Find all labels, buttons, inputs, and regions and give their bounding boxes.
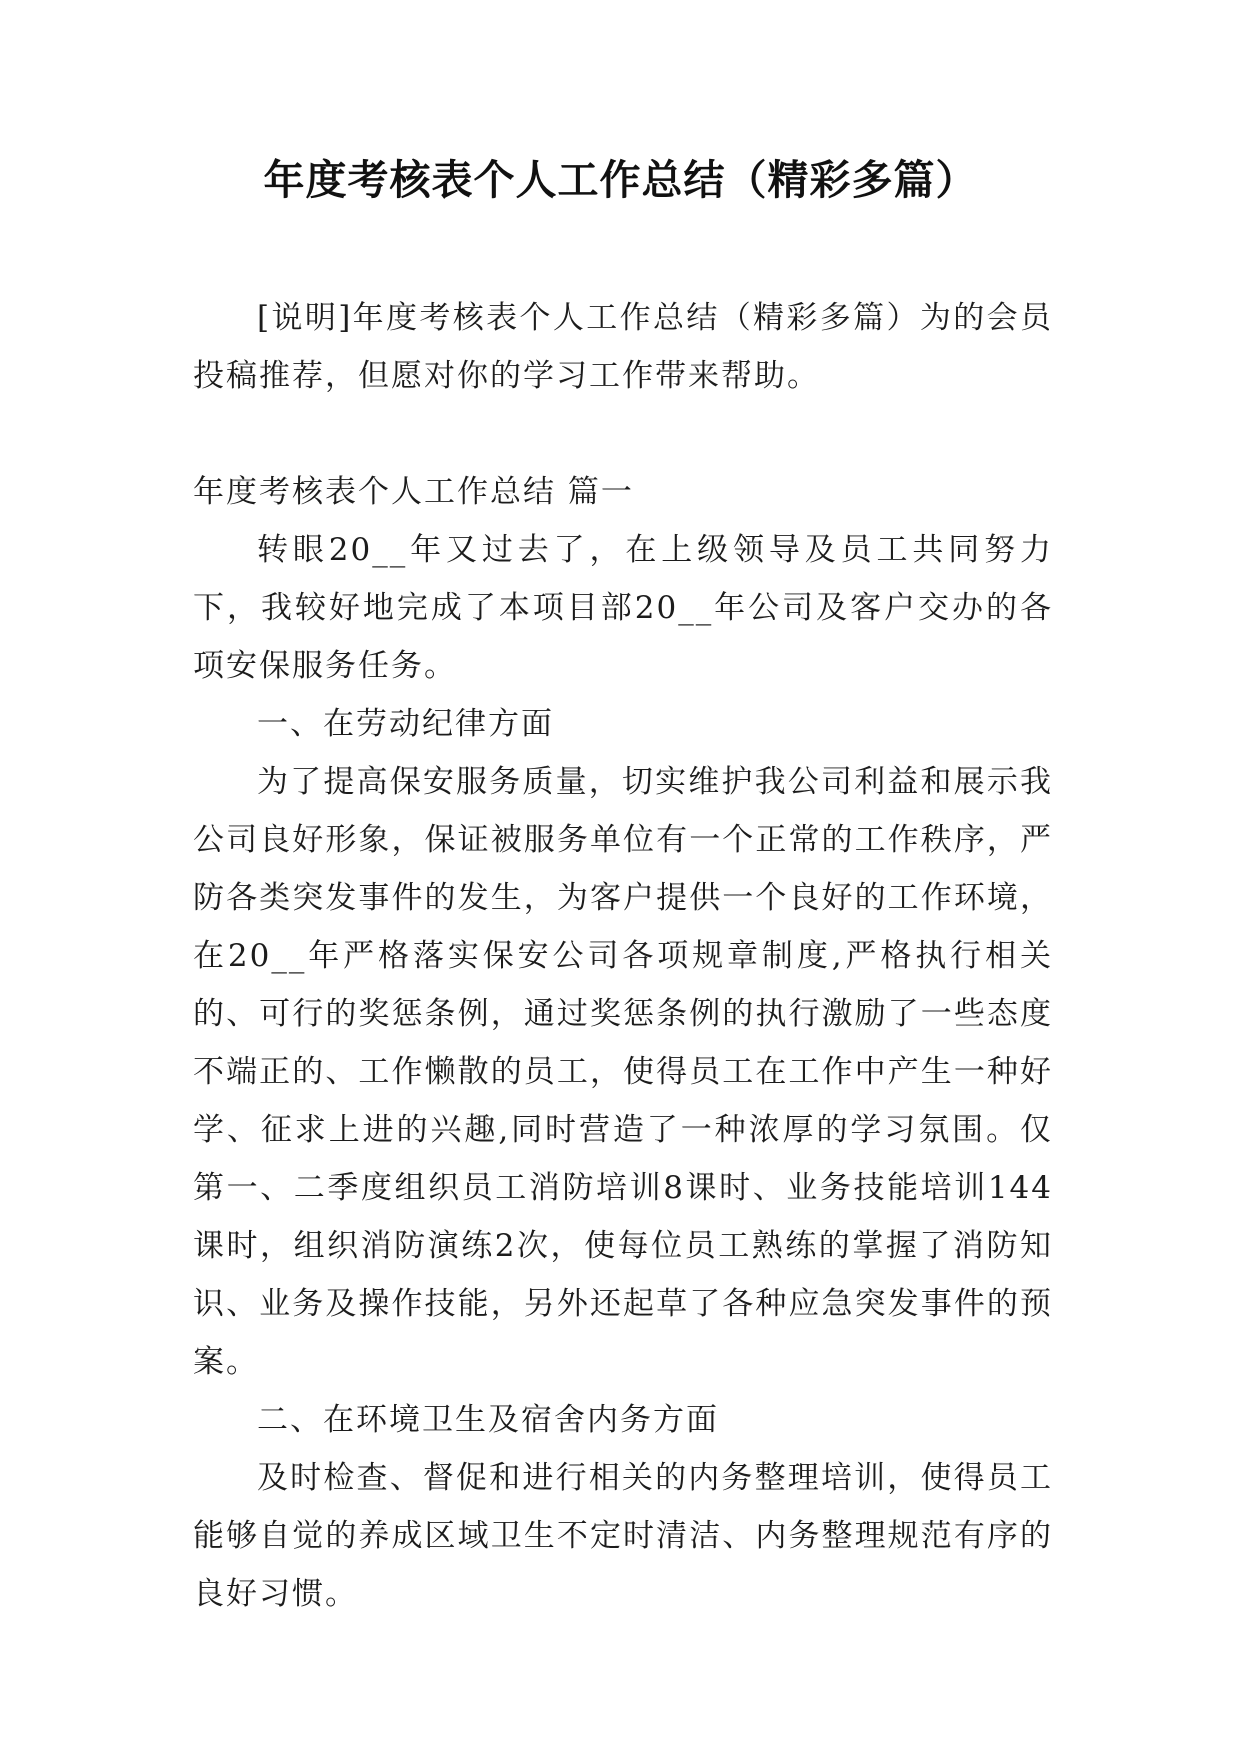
article-body (193, 463, 1053, 1623)
document-title: 年度考核表个人工作总结（精彩多篇） (263, 156, 978, 204)
paragraph-environment-hygiene: 及时检查、督促和进行相关的内务整理培训，使得员工能够自觉的养成区域卫生不定时清洁、内务整理规范有序的良好习惯。 (193, 1460, 1053, 1612)
section-title: 年度考核表个人工作总结 篇一 (193, 474, 634, 510)
heading-environment-hygiene: 二、在环境卫生及宿舍内务方面 (257, 1402, 719, 1438)
intro-block (193, 289, 1053, 405)
paragraph-labor-discipline: 为了提高保安服务质量，切实维护我公司利益和展示我公司良好形象，保证被服务单位有一个正常的工作秩序，严防各类突发事件的发生，为客户提供一个良好的工作环境，在20__年严格落实保安公司各项规章制度,严格执行相关的、可行的奖惩条例，通过奖惩条例的执行激励了一些态度不端正的、工作懒散的员工，使得员工在工作中产生一种好学、征求上进的兴趣,同时营造了一种浓厚的学习氛围。仅第一、二季度组织员工消防培训8课时、业务技能培训144课时，组织消防演练2次，使每位员工熟练的掌握了消防知识、业务及操作技能，另外还起草了各种应急突发事件的预案。 (193, 764, 1053, 1380)
heading-labor-discipline: 一、在劳动纪律方面 (257, 706, 554, 742)
paragraph-opening: 转眼20__年又过去了，在上级领导及员工共同努力下，我较好地完成了本项目部20__年公司及客户交办的各项安保服务任务。 (193, 532, 1053, 684)
intro-paragraph: [说明]年度考核表个人工作总结（精彩多篇）为的会员投稿推荐，但愿对你的学习工作带来帮助。 (193, 300, 1053, 394)
